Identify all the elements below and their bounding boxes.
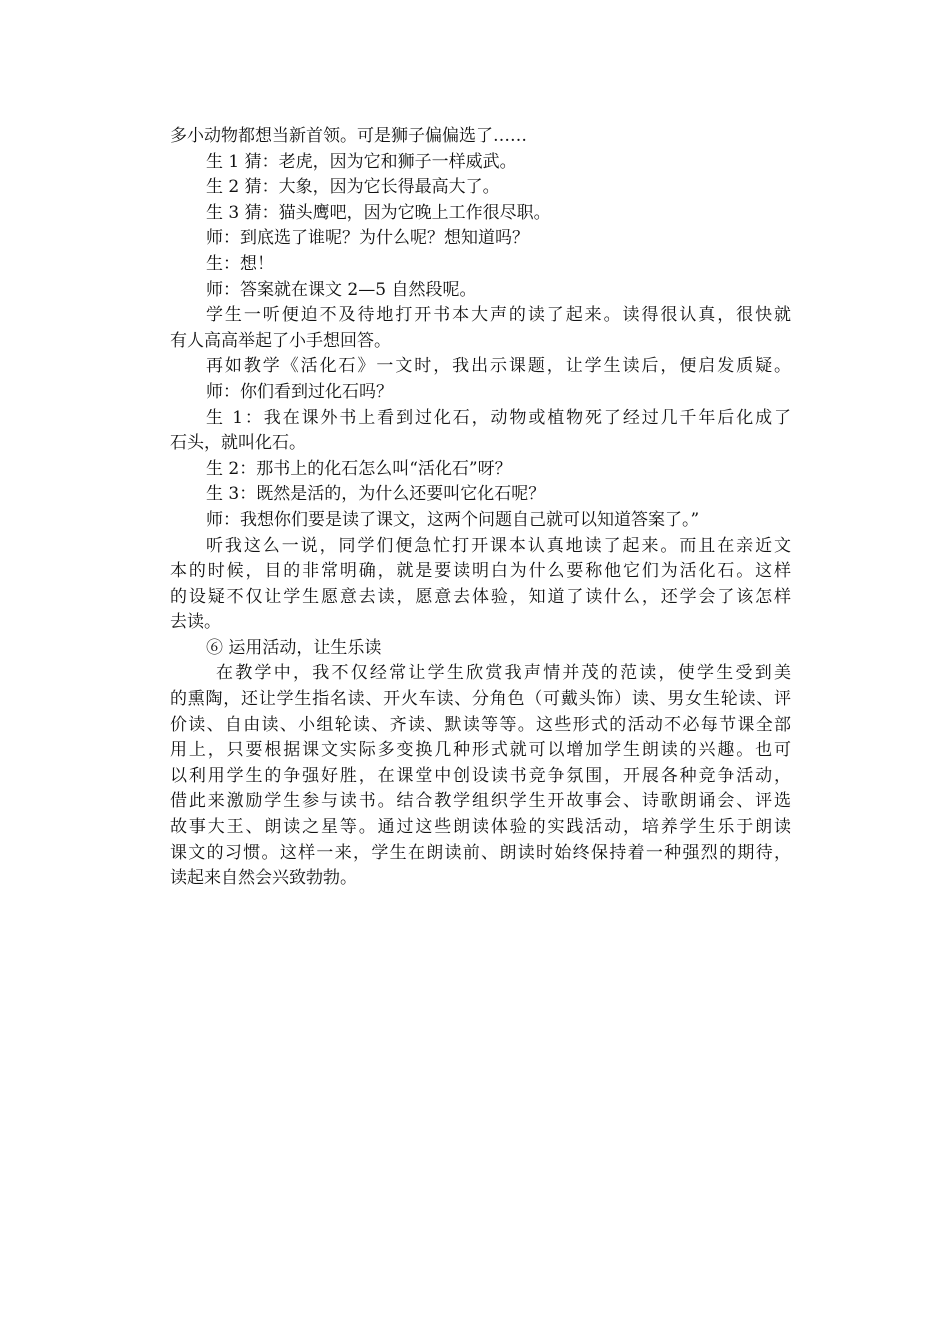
paragraph-line: 价读、自由读、小组轮读、齐读、默读等等。这些形式的活动不必每节课全部: [170, 714, 791, 735]
dialogue-line: 师：你们看到过化石吗？: [206, 381, 393, 402]
paragraph-line: 再如教学《活化石》一文时，我出示课题，让学生读后，便启发质疑。: [206, 356, 791, 377]
paragraph-line: 有人高高举起了小手想回答。: [170, 330, 391, 351]
dialogue-line: 生 1：我在课外书上看到过化石，动物或植物死了经过几千年后化成了: [206, 407, 791, 428]
paragraph-line: 的设疑不仅让学生愿意去读，愿意去体验，知道了读什么，还学会了该怎样: [170, 586, 791, 607]
paragraph-line: 用上，只要根据课文实际多变换几种形式就可以增加学生朗读的兴趣。也可: [170, 740, 791, 761]
dialogue-line: 生 3 猜：猫头鹰吧，因为它晚上工作很尽职。: [206, 202, 551, 223]
paragraph-line: 在教学中，我不仅经常让学生欣赏我声情并茂的范读，使学生受到美: [216, 663, 791, 684]
dialogue-line: 师：我想你们要是读了课文，这两个问题自己就可以知道答案了。”: [206, 509, 700, 530]
section-heading: ⑥ 运用活动，让生乐读: [206, 637, 382, 658]
paragraph-line: 去读。: [170, 612, 221, 633]
document-body: [170, 124, 791, 892]
dialogue-line: 师：到底选了谁呢？为什么呢？想知道吗？: [206, 228, 529, 249]
paragraph-line: 学生一听便迫不及待地打开书本大声的读了起来。读得很认真，很快就: [206, 305, 791, 326]
paragraph-line: 读起来自然会兴致勃勃。: [170, 868, 357, 889]
dialogue-line: 生 2：那书上的化石怎么叫“活化石”呀？: [206, 458, 512, 479]
paragraph-line: 借此来激励学生参与读书。结合教学组织学生开故事会、诗歌朗诵会、评选: [170, 791, 791, 812]
paragraph-line: 故事大王、朗读之星等。通过这些朗读体验的实践活动，培养学生乐于朗读: [170, 817, 791, 838]
dialogue-line: 生：想！: [206, 253, 274, 274]
dialogue-line: 石头，就叫化石。: [170, 433, 306, 454]
dialogue-line: 师：答案就在课文 2—5 自然段呢。: [206, 279, 477, 300]
paragraph-line: 以利用学生的争强好胜，在课堂中创设读书竞争氛围，开展各种竞争活动，: [170, 765, 791, 786]
paragraph-line: 本的时候，目的非常明确，就是要读明白为什么要称他它们为活化石。这样: [170, 561, 791, 582]
text-line: 多小动物都想当新首领。可是狮子偏偏选了……: [170, 126, 527, 146]
dialogue-line: 生 2 猜：大象，因为它长得最高大了。: [206, 177, 500, 198]
dialogue-line: 生 3：既然是活的，为什么还要叫它化石呢？: [206, 484, 546, 505]
dialogue-line: 生 1 猜：老虎，因为它和狮子一样威武。: [206, 151, 517, 172]
paragraph-line: 课文的习惯。这样一来，学生在朗读前、朗读时始终保持着一种强烈的期待，: [170, 842, 791, 863]
paragraph-line: 听我这么一说，同学们便急忙打开课本认真地读了起来。而且在亲近文: [206, 535, 791, 556]
paragraph-line: 的熏陶，还让学生指名读、开火车读、分角色（可戴头饰）读、男女生轮读、评: [170, 689, 791, 710]
